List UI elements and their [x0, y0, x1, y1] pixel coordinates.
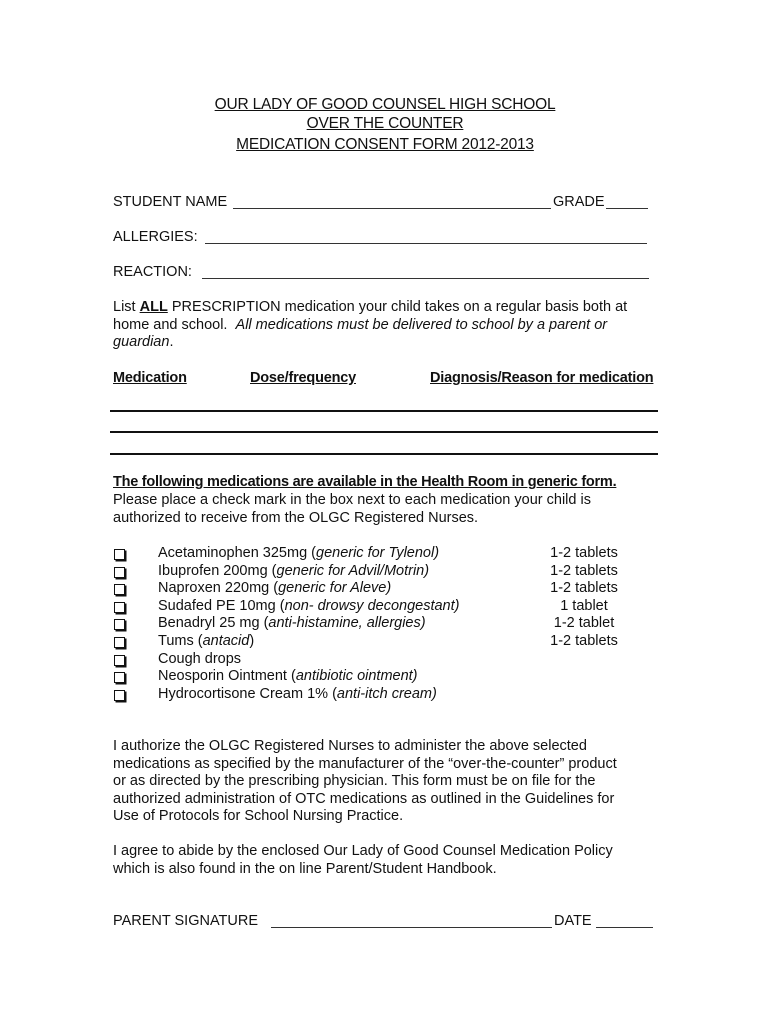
student-name-label: STUDENT NAME	[113, 194, 228, 210]
medication-dose: 1-2 tablets	[550, 545, 618, 561]
allergies-label: ALLERGIES:	[113, 229, 198, 245]
medication-name: Ibuprofen 200mg (generic for Advil/Motrin)	[158, 562, 430, 579]
grade-field[interactable]	[606, 208, 648, 209]
prescription-instructions: List ALL PRESCRIPTION medication your child takes on a regular basis both at home and school. All medications must be delivered to school by a parent or guardian.	[113, 299, 628, 350]
medication-name: Benadryl 25 mg (anti-histamine, allergies)	[158, 615, 426, 632]
parent-signature-field[interactable]	[271, 927, 552, 928]
date-label: DATE	[554, 913, 592, 929]
medication-column-header: Medication	[113, 370, 187, 386]
medication-dose: 1-2 tablets	[550, 633, 618, 649]
medication-name: Sudafed PE 10mg (non- drowsy decongestant)	[158, 597, 460, 614]
medication-name: Tums (antacid)	[158, 633, 255, 649]
medication-dose: 1-2 tablets	[550, 580, 618, 597]
medication-name: Neosporin Ointment (antibiotic ointment)	[158, 668, 418, 685]
otc-instructions: Please place a check mark in the box next to each medication your child is authorized to receive from the OLGC Registered Nurses.	[113, 492, 591, 526]
medication-entry-line[interactable]	[110, 410, 658, 412]
diagnosis-column-header: Diagnosis/Reason for medication	[430, 370, 654, 386]
medication-dose: 1-2 tablet	[553, 615, 615, 632]
student-name-field[interactable]	[233, 208, 551, 209]
allergies-field[interactable]	[205, 243, 647, 244]
agreement-paragraph: I agree to abide by the enclosed Our Lady of Good Counsel Medication Policy which is also found in the on line Parent/Student Handbook.	[113, 843, 613, 877]
medication-entry-line[interactable]	[110, 453, 658, 455]
authorization-paragraph: I authorize the OLGC Registered Nurses to administer the above selected medications as specified by the manufacturer of the “over-the-counter” product or as directed by the prescribing physician. This form must be on file for the authorized administration of OTC medications as outlined in the Guidelines for Use of Protocols for School Nursing Practice.	[113, 738, 617, 824]
reaction-field[interactable]	[202, 278, 649, 279]
grade-label: GRADE	[553, 194, 605, 210]
parent-signature-label: PARENT SIGNATURE	[113, 913, 259, 929]
medication-checkbox[interactable]	[114, 686, 125, 707]
form-subtitle: OVER THE COUNTER	[306, 115, 464, 132]
medication-dose: 1 tablet	[560, 597, 608, 614]
medication-entry-line[interactable]	[110, 431, 658, 433]
medication-name: Hydrocortisone Cream 1% (anti-itch cream)	[158, 685, 437, 702]
form-title: MEDICATION CONSENT FORM 2012-2013	[236, 136, 534, 153]
reaction-label: REACTION:	[113, 264, 192, 280]
medication-name: Naproxen 220mg (generic for Aleve)	[158, 580, 392, 597]
otc-heading: The following medications are available in the Health Room in generic form.	[113, 474, 617, 490]
medication-name: Acetaminophen 325mg (generic for Tylenol)	[158, 545, 440, 561]
all-emphasis: ALL	[139, 299, 168, 315]
date-field[interactable]	[596, 927, 653, 928]
medication-name: Cough drops	[158, 650, 242, 667]
medication-dose: 1-2 tablets	[550, 562, 618, 579]
dose-column-header: Dose/frequency	[250, 370, 356, 386]
school-title: OUR LADY OF GOOD COUNSEL HIGH SCHOOL	[214, 96, 556, 113]
